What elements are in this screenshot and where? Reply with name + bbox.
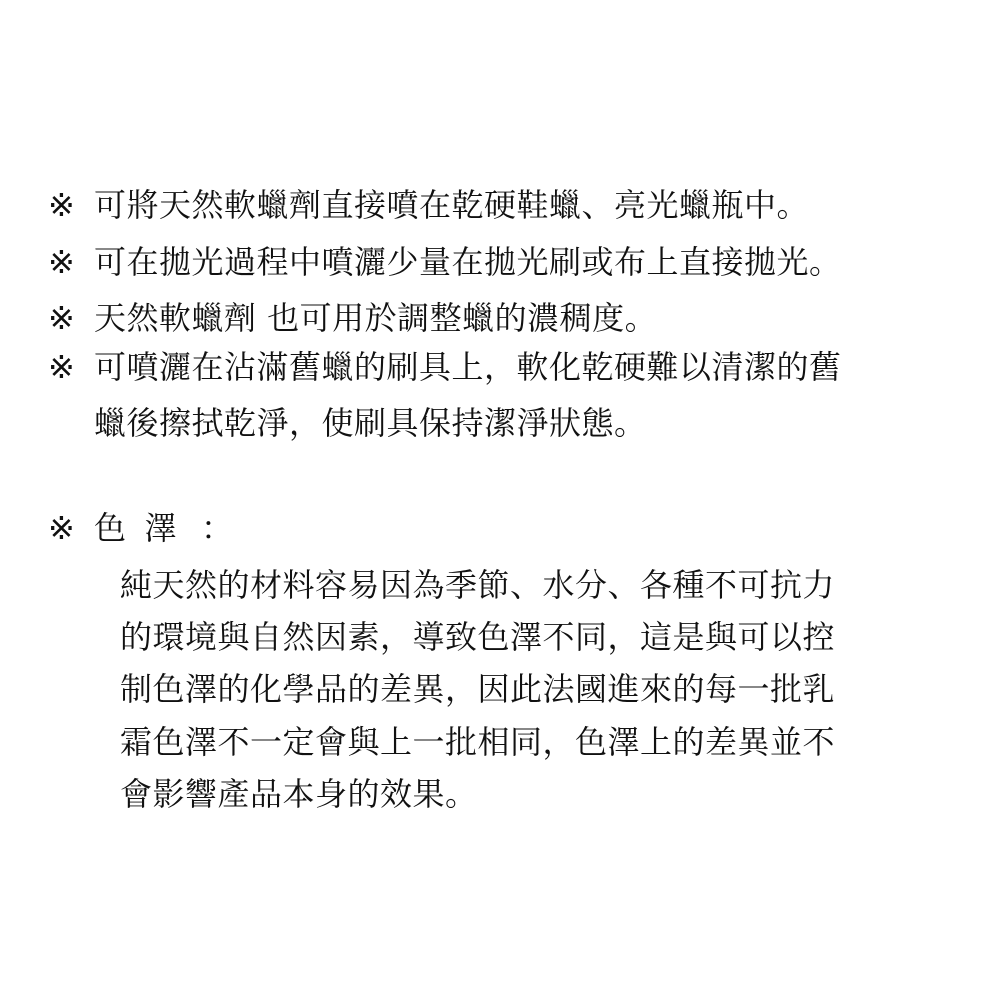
heading-char: 澤 — [144, 509, 178, 547]
color-paragraph-line-1: 純天然的材料容易因為季節、水分、各種不可抗力 — [120, 566, 836, 604]
usage-note-text: 可噴灑在沾滿舊蠟的刷具上，軟化乾硬難以清潔的舊 — [94, 348, 842, 386]
heading-char: 色 — [94, 509, 127, 547]
usage-note-text: 蠟後擦拭乾淨，使刷具保持潔淨狀態。 — [94, 404, 647, 442]
color-paragraph-line-3: 制色澤的化學品的差異，因此法國進來的每一批乳 — [120, 670, 836, 708]
heading-colon: ： — [201, 509, 234, 547]
color-paragraph-line-4: 霜色澤不一定會與上一批相同，色澤上的差異並不 — [120, 723, 836, 761]
usage-note-text: 可在拋光過程中噴灑少量在拋光刷或布上直接拋光。 — [94, 243, 842, 281]
reference-mark: ※ — [48, 243, 76, 281]
color-paragraph-line-2: 的環境與自然因素，導致色澤不同，這是與可以控 — [120, 618, 836, 656]
usage-note-1 — [48, 185, 809, 225]
color-section-heading — [48, 508, 234, 548]
usage-note-2 — [48, 242, 842, 282]
usage-note-3 — [48, 298, 657, 338]
usage-note-text: 可將天然軟蠟劑直接噴在乾硬鞋蠟、亮光蠟瓶中。 — [94, 186, 810, 224]
reference-mark: ※ — [48, 186, 76, 224]
reference-mark: ※ — [48, 299, 76, 337]
usage-note-4 — [48, 347, 842, 387]
usage-note-text: 天然軟蠟劑 也可用於調整蠟的濃稠度。 — [94, 299, 658, 337]
usage-note-4-continued — [94, 403, 647, 443]
reference-mark: ※ — [48, 348, 76, 386]
color-paragraph-line-5: 會影響產品本身的效果。 — [120, 775, 478, 813]
reference-mark: ※ — [48, 509, 76, 547]
